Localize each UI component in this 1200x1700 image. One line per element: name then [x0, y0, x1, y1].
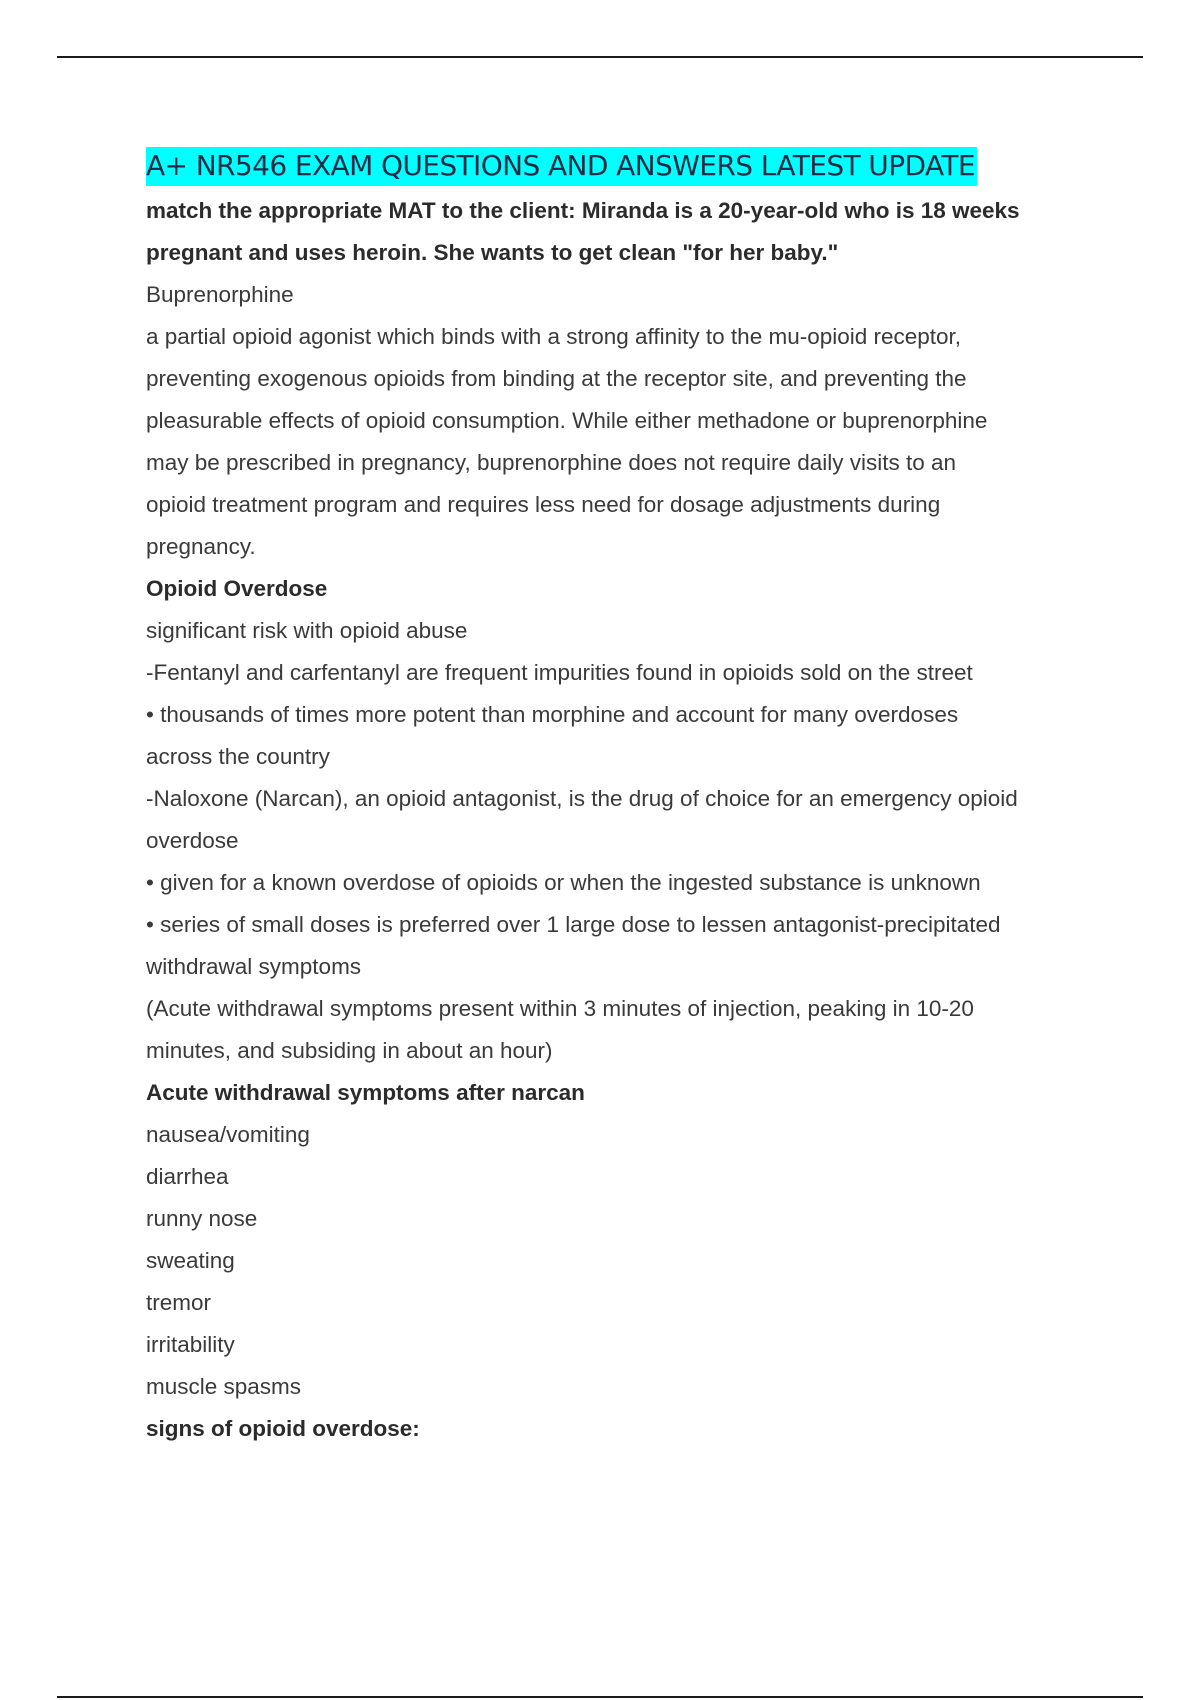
document-title-text: A+ NR546 EXAM QUESTIONS AND ANSWERS LATEST UPDATE	[146, 147, 977, 186]
document-body	[146, 142, 1106, 1450]
answer-text-line: • given for a known overdose of opioids or when the ingested substance is unknown	[146, 870, 981, 895]
answer-text-line: (Acute withdrawal symptoms present within 3 minutes of injection, peaking in 10-20	[146, 996, 974, 1021]
question-heading-line: Acute withdrawal symptoms after narcan	[146, 1080, 585, 1105]
answer-text-line: significant risk with opioid abuse	[146, 618, 468, 643]
answer-text-line: tremor	[146, 1290, 212, 1315]
answer-text-line: overdose	[146, 828, 239, 853]
answer-text-line: pleasurable effects of opioid consumption. While either methadone or buprenorphine	[146, 408, 988, 433]
answer-text-line: muscle spasms	[146, 1374, 302, 1399]
page-top-rule	[57, 56, 1143, 58]
answer-text-line: opioid treatment program and requires less need for dosage adjustments during	[146, 492, 941, 517]
answer-text-line: runny nose	[146, 1206, 258, 1231]
answer-text-line: • series of small doses is preferred over 1 large dose to lessen antagonist-precipitated	[146, 912, 1001, 937]
answer-text-line: diarrhea	[146, 1164, 229, 1189]
page-bottom-rule	[57, 1696, 1143, 1698]
answer-text-line: pregnancy.	[146, 534, 256, 559]
answer-text-line: Buprenorphine	[146, 282, 294, 307]
answer-text-line: -Naloxone (Narcan), an opioid antagonist, is the drug of choice for an emergency opioid	[146, 786, 1018, 811]
answer-text-line: nausea/vomiting	[146, 1122, 310, 1147]
answer-text-line: withdrawal symptoms	[146, 954, 362, 979]
answer-text-line: irritability	[146, 1332, 235, 1357]
question-heading-line: pregnant and uses heroin. She wants to get clean "for her baby."	[146, 240, 839, 265]
document-text-blocks	[146, 190, 1106, 1450]
answer-text-line: may be prescribed in pregnancy, buprenorphine does not require daily visits to an	[146, 450, 957, 475]
answer-text-line: -Fentanyl and carfentanyl are frequent impurities found in opioids sold on the street	[146, 660, 973, 685]
answer-text-line: minutes, and subsiding in about an hour)	[146, 1038, 553, 1063]
answer-text-line: across the country	[146, 744, 330, 769]
answer-text-line: sweating	[146, 1248, 235, 1273]
answer-text-line: preventing exogenous opioids from binding at the receptor site, and preventing the	[146, 366, 967, 391]
document-title	[146, 142, 1106, 190]
answer-text-line: a partial opioid agonist which binds with a strong affinity to the mu-opioid receptor,	[146, 324, 962, 349]
question-heading-line: signs of opioid overdose:	[146, 1416, 420, 1441]
question-heading-line: match the appropriate MAT to the client: Miranda is a 20-year-old who is 18 weeks	[146, 198, 1020, 223]
question-heading-line: Opioid Overdose	[146, 576, 328, 601]
answer-text-line: • thousands of times more potent than morphine and account for many overdoses	[146, 702, 959, 727]
